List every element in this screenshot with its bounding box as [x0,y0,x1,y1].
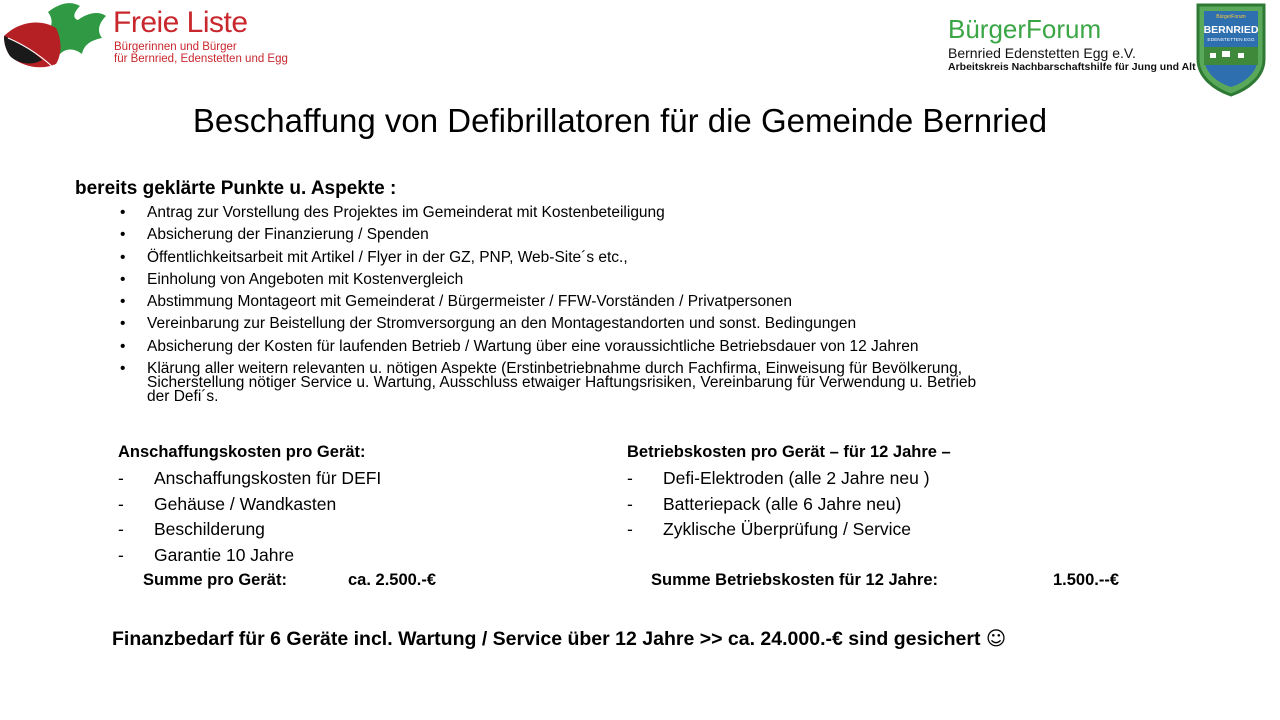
list-item [118,466,538,492]
list-item [627,466,1127,492]
freie-liste-title: Freie Liste [113,6,248,39]
list-item-line: Klärung aller weitern relevanten u. nötigen Aspekte (Erstinbetriebnahme durch Fachfirma, Einweisung für Bevölkerung, [147,360,963,378]
points-list [118,203,1078,404]
dash-marker: - [118,468,124,488]
list-item [118,203,1078,225]
buergerforum-title: BürgerForum [948,14,1102,44]
freie-liste-subtitle-1: Bürgerinnen und Bürger [114,41,237,53]
list-item [118,248,1078,270]
list-item [118,225,1078,247]
freie-liste-logo [0,0,300,80]
bernried-crest-icon [1194,1,1268,97]
dash-marker: - [118,544,124,565]
buergerforum-subtitle-1: Bernried Edenstetten Egg e.V. [948,45,1136,61]
list-item [118,270,1078,292]
list-item [118,359,1078,404]
dash-marker: - [118,493,124,514]
dash-marker: - [627,493,633,514]
list-item-text: Garantie 10 Jahre [154,544,295,565]
bullet-icon: • [120,293,126,311]
list-item-text: Vereinbarung zur Beistellung der Stromversorgung an den Montagestandorten und sonst. Bedingungen [147,315,857,333]
acquisition-list [118,466,538,568]
operation-sum-label: Summe Betriebskosten für 12 Jahre: [651,571,939,589]
list-item-text: Einholung von Angeboten mit Kostenvergleich [147,270,464,288]
list-item [627,492,1127,518]
list-item-text: Zyklische Überprüfung / Service [663,519,912,539]
dash-marker: - [627,468,633,488]
list-item-text: Antrag zur Vorstellung des Projektes im Gemeinderat mit Kostenbeteiligung [147,204,665,221]
dash-marker: - [627,519,633,539]
list-item [118,292,1078,314]
list-item [118,517,538,543]
operation-sum-value: 1.500.--€ [1053,571,1120,589]
list-item [118,492,538,518]
list-item-text: Abstimmung Montageort mit Gemeinderat / Bürgermeister / FFW-Vorständen / Privatpersonen [147,293,792,311]
list-item-text: Absicherung der Finanzierung / Spenden [147,226,429,244]
bullet-icon: • [120,226,126,244]
acquisition-sum-value: ca. 2.500.-€ [348,571,437,589]
list-item-line: Sicherstellung nötiger Service u. Wartung, Ausschluss etwaiger Haftungsrisiken, Vereinbarung für Verwendung u. Betrieb [147,374,977,392]
crest-subtitle: EDENSTETTEN EGG [1207,38,1255,43]
bullet-icon: • [120,248,126,266]
bullet-icon: • [120,360,126,378]
list-item [118,314,1078,336]
page-title: Beschaffung von Defibrillatoren für die Gemeinde Bernried [192,102,1048,139]
list-item-line: der Defi´s. [147,388,219,406]
buergerforum-subtitle-2: Arbeitskreis Nachbarschaftshilfe für Jung und Alt [948,61,1196,73]
list-item-text: Absicherung der Kosten für laufenden Betrieb / Wartung über eine voraussichtliche Betriebsdauer von 12 Jahren [147,337,919,355]
list-item [118,337,1078,359]
list-item-text: Defi-Elektroden (alle 2 Jahre neu ) [663,468,930,488]
funding-text: Finanzbedarf für 6 Geräte incl. Wartung / Service über 12 Jahre >> ca. 24.000.-€ sind gesichert [112,628,981,650]
bullet-icon: • [120,204,126,221]
crest-small-label: BürgerForum [1216,14,1246,20]
funding-statement [112,627,1006,651]
list-item [118,543,538,569]
bullet-icon: • [120,315,126,333]
dash-marker: - [118,519,124,539]
list-item [627,517,1127,543]
freie-liste-subtitle-2: für Bernried, Edenstetten und Egg [114,53,288,65]
bullet-icon: • [120,337,126,355]
points-heading: bereits geklärte Punkte u. Aspekte : [75,178,397,199]
list-item-text: Öffentlichkeitsarbeit mit Artikel / Flyer in der GZ, PNP, Web-Site´s etc., [147,248,628,266]
operation-heading: Betriebskosten pro Gerät – für 12 Jahre – [627,443,951,461]
bullet-icon: • [120,270,126,288]
acquisition-sum-label: Summe pro Gerät: [143,571,287,589]
leaf-logo-icon [0,0,112,78]
list-item-text: Gehäuse / Wandkasten [154,493,337,514]
smiley-icon: ☺ [985,627,1007,650]
list-item-text: Beschilderung [154,519,265,539]
crest-title: BERNRIED [1203,24,1259,36]
acquisition-heading: Anschaffungskosten pro Gerät: [118,443,366,461]
operation-list [627,466,1127,543]
buergerforum-logo [940,0,1280,100]
list-item-text: Batteriepack (alle 6 Jahre neu) [663,493,902,514]
list-item-text: Anschaffungskosten für DEFI [154,468,382,488]
